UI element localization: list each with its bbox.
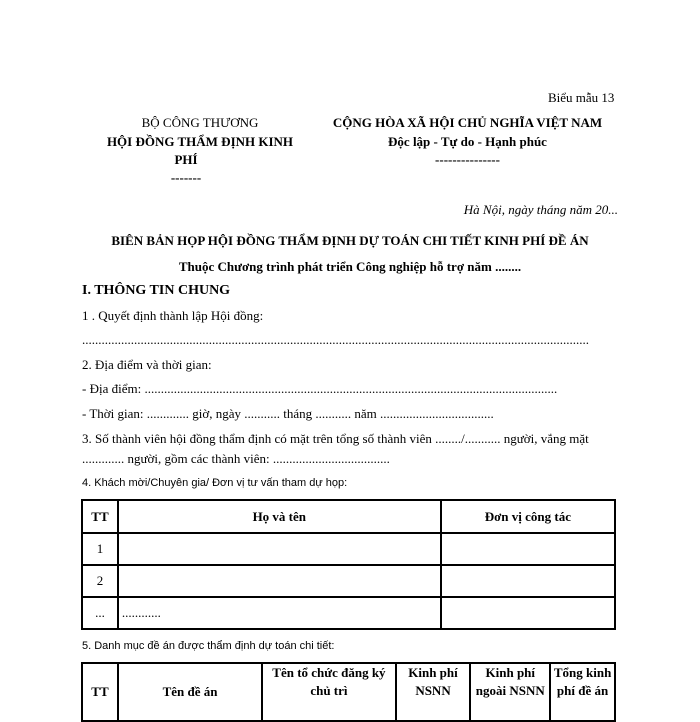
column-header-name: Họ và tên — [118, 500, 441, 533]
place-and-date: Hà Nội, ngày tháng năm 20... — [463, 202, 618, 217]
item5-project-list: 5. Danh mục đề án được thẩm định dự toán chi tiết: — [82, 640, 335, 652]
column-header-non-state-budget: Kinh phí ngoài NSNN — [470, 663, 550, 721]
column-header-organization: Đơn vị công tác — [441, 500, 615, 533]
column-header-host-organization: Tên tổ chức đăng ký chủ trì — [262, 663, 395, 721]
item3-attendance-line2: ............. người, gồm các thành viên: .................................... — [82, 451, 390, 466]
country-name: CỘNG HÒA XÃ HỘI CHỦ NGHĨA VIỆT NAM — [332, 115, 603, 130]
item4-guests: 4. Khách mời/Chuyên gia/ Đơn vị tư vấn tham dự họp: — [82, 477, 348, 489]
council-name-line2: PHÍ — [174, 152, 198, 167]
cell-organization — [441, 597, 615, 629]
column-header-total-budget: Tổng kinh phí đề án — [550, 663, 615, 721]
cell-tt: 2 — [82, 565, 118, 597]
item3-attendance-line1: 3. Số thành viên hội đồng thẩm định có mặt trên tổng số thành viên ......../........... người, vắng mặt — [82, 431, 589, 446]
right-header-divider: --------------- — [435, 152, 500, 167]
section1-heading: I. THÔNG TIN CHUNG — [82, 283, 231, 298]
projects-table — [81, 662, 616, 722]
item1-fill-line: ............................................................................................................................................................ — [82, 332, 589, 347]
column-header-state-budget: Kinh phí NSNN — [396, 663, 471, 721]
guests-table — [81, 499, 616, 630]
cell-tt: ... — [82, 597, 118, 629]
table-header-row — [82, 500, 615, 533]
item1-council-decision: 1 . Quyết định thành lập Hội đồng: — [82, 308, 264, 323]
council-name-line1: HỘI ĐỒNG THẨM ĐỊNH KINH — [106, 134, 294, 149]
cell-name — [118, 533, 441, 565]
column-header-tt: TT — [82, 500, 118, 533]
cell-organization — [441, 533, 615, 565]
document-subtitle: Thuộc Chương trình phát triển Công nghiệp hỗ trợ năm ........ — [178, 259, 522, 274]
table-header-row — [82, 663, 615, 721]
column-header-tt: TT — [82, 663, 118, 721]
cell-tt: 1 — [82, 533, 118, 565]
item2-location-time: 2. Địa điểm và thời gian: — [82, 357, 212, 372]
table-row — [82, 533, 615, 565]
form-number: Biểu mẫu 13 — [548, 90, 615, 105]
national-motto: Độc lập - Tự do - Hạnh phúc — [388, 134, 547, 149]
document-title: BIÊN BẢN HỌP HỘI ĐỒNG THẨM ĐỊNH DỰ TOÁN CHI TIẾT KINH PHÍ ĐỀ ÁN — [111, 233, 589, 248]
table-row — [82, 565, 615, 597]
cell-organization — [441, 565, 615, 597]
left-header-divider: ------- — [170, 170, 202, 185]
cell-name: ............ — [118, 597, 441, 629]
time-line: - Thời gian: ............. giờ, ngày ........... tháng ........... năm ................................... — [82, 406, 494, 421]
column-header-project-name: Tên đề án — [118, 663, 262, 721]
table-row — [82, 597, 615, 629]
location-line: - Địa điểm: ............................................................................................................................... — [82, 381, 558, 396]
ministry-name: BỘ CÔNG THƯƠNG — [141, 115, 259, 130]
cell-name — [118, 565, 441, 597]
